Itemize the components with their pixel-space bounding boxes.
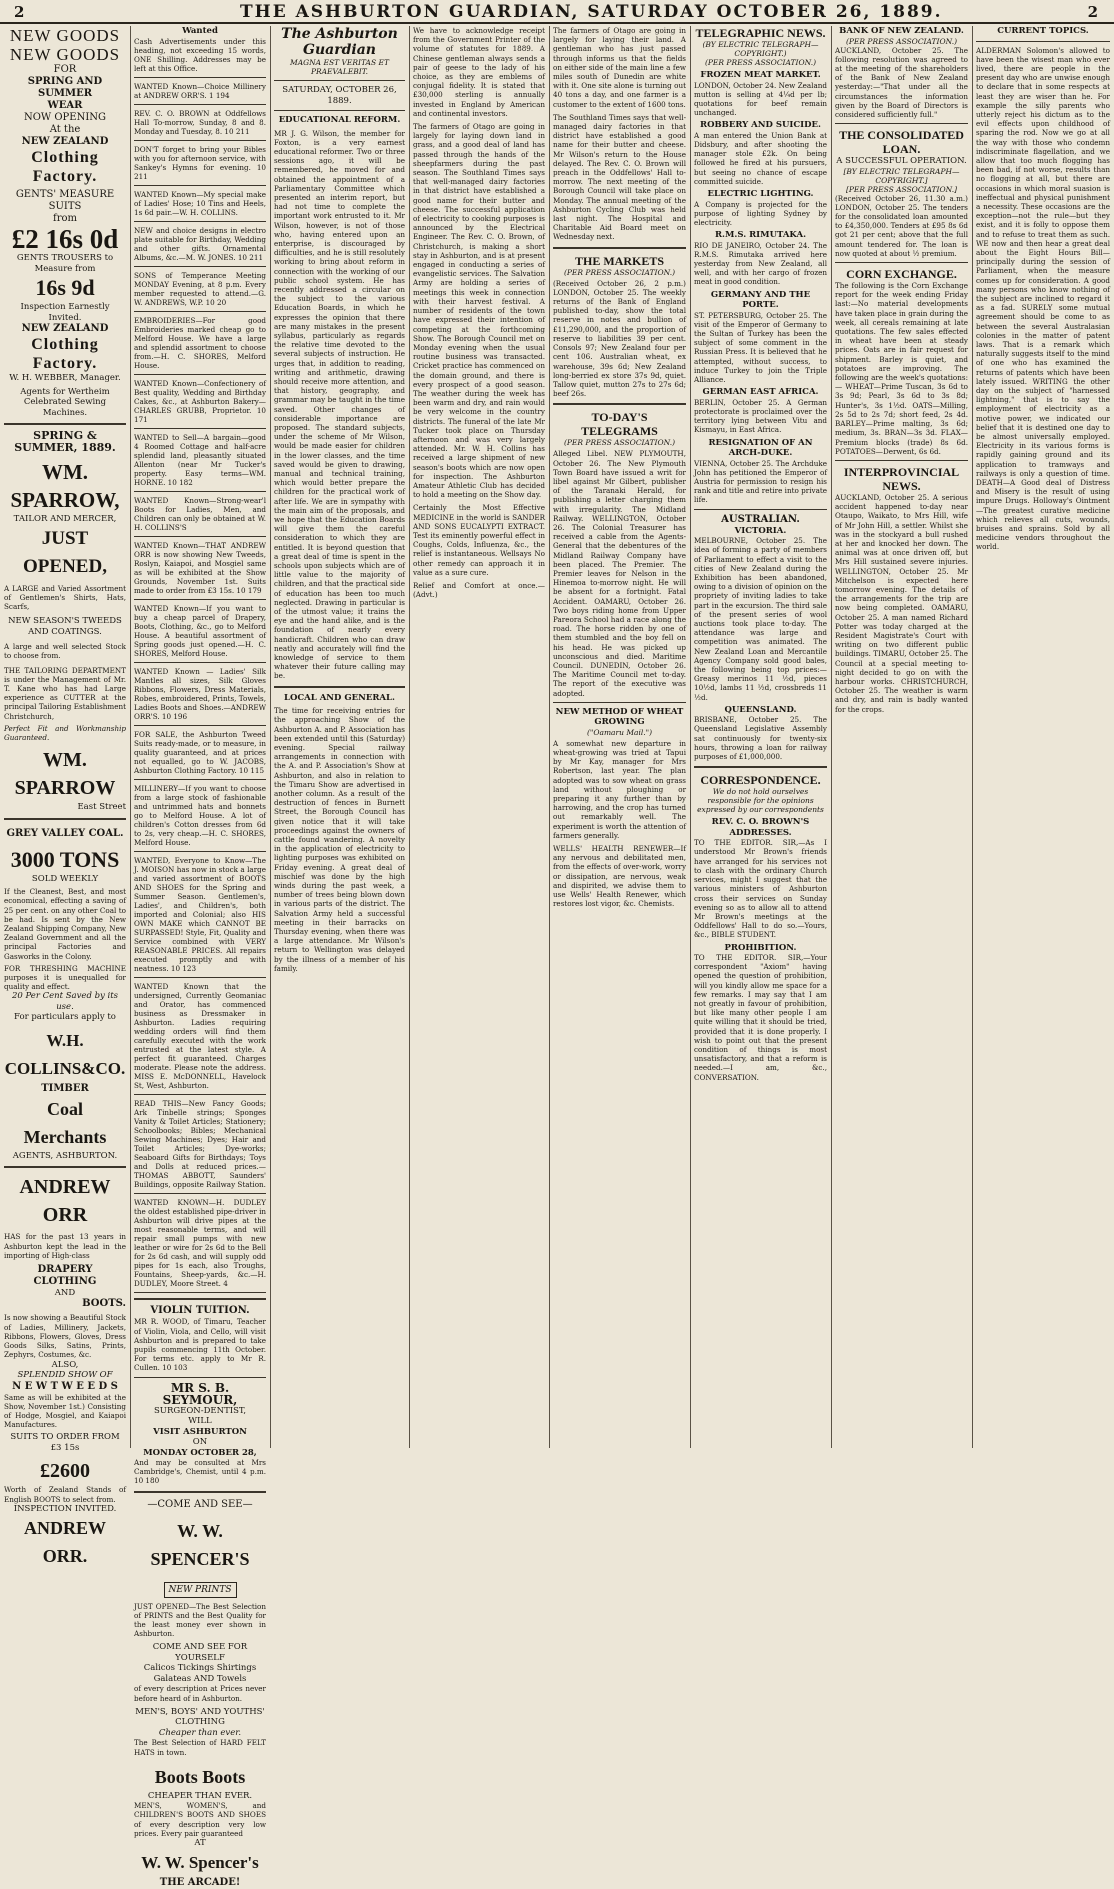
- newspaper-nameplate: The Ashburton Guardian: [281, 26, 398, 58]
- ad-text: The Best Selection of HARD FELT HATS in town.: [134, 1738, 266, 1757]
- article-headline: ROBBERY AND SUICIDE.: [700, 120, 821, 131]
- ad-price: £2 16s 0d: [11, 224, 119, 254]
- divider: [134, 977, 266, 978]
- column-8-current-topics: [976, 26, 1110, 1450]
- divider: [134, 185, 266, 186]
- ad-price: 16s 9d: [35, 275, 95, 300]
- ad-heading: NEW GOODS: [9, 26, 121, 45]
- column-rule: [270, 26, 271, 1448]
- divider: [553, 702, 686, 703]
- column-4-local-news: [413, 26, 545, 1450]
- ad-heading: VIOLIN TUITION.: [150, 1305, 250, 1317]
- divider: [976, 41, 1110, 42]
- article-body: AUCKLAND, October 25. The following resolution was agreed to at the meeting of the shareholders of the Bank of New Zealand yesterday:—"That under all the circumstances the information given by the Board of Directors is considered sufficiently full.": [835, 45, 968, 119]
- article-body: (Received October 26, 11.30 a.m.) LONDON, October 25. The tenders for the consolidated loan amounted to £4,350,000. Tenders at £95 8s 6d got 21 per cent; above that the full amount tendered for. The loan is now quoted at about ½ premium.: [835, 193, 968, 258]
- ad-heading: GREY VALLEY COAL.: [6, 827, 124, 839]
- article-body: Relief and Comfort at once.—(Advt.): [413, 580, 545, 600]
- classified-ad: WANTED Known that the undersigned, Currently Geomaniac and Orator, has commenced business as Dressmaker in Ashburton. Ladies requiring wedding orders will find them carefully executed with the work entrusted at the latest style. A perfect fit guaranteed. Charges moderate. Please note the address. MISS E. McDONNELL, Havelock St, West, Ashburton.: [134, 982, 266, 1091]
- article-body: The following is the Corn Exchange report for the week ending Friday last:—No material developments have taken place in grain during the week, all cereals remaining at late quotations. The few sales effected in wheat have been at steady prices. Oats are in fair request for shipment. Barley is quiet, and potatoes are improving. The following are the week's quotations:— WHEAT—Prime Tuscan, 3s 6d to 3s 9d; Pearl, 3s 6d to 3s 8d; Hunter's, 3s 1½d. OATS—Milling, 2s 5d to 2s 7d; short feed, 2s 4d. BARLEY—Prime malting, 3s 6d; medium, 3s. BRAN—3s 3d. FLAX—Premium blocks (trade) 8s 6d. POTATOES—Derwent, 6s 6d.: [835, 281, 968, 456]
- ad-heading: W. W. Spencer's: [141, 1852, 259, 1872]
- classified-ad: DON'T forget to bring your Bibles with you for afternoon service, with Sankey's Hymns for evening. 10 211: [134, 145, 266, 182]
- article-body: A man entered the Union Bank at Didsbury, and after shooting the manager stole £2k. On being followed he fired at his pursuers, but seeing no chance of escape committed suicide.: [694, 130, 827, 186]
- column-rule: [972, 26, 973, 1448]
- column-5-markets: [553, 26, 686, 1450]
- ad-text: DRAPERY: [37, 1263, 93, 1275]
- section-credit: [BY ELECTRIC TELEGRAPH—COPYRIGHT.]: [843, 166, 960, 185]
- column-rule: [130, 26, 131, 1448]
- divider: [553, 247, 686, 249]
- section-credit: [PER PRESS ASSOCIATION.]: [845, 184, 958, 194]
- divider: [134, 725, 266, 726]
- column-6-telegraphic: [694, 26, 827, 1450]
- ad-text: HAS for the past 13 years in Ashburton kept the lead in the importing of High-class: [4, 1232, 126, 1260]
- divider: [134, 1193, 266, 1194]
- classified-ad: WANTED Known—Confectionery of Best quality, Wedding and Birthday Cakes, &c., at Ashburton Bakery—CHARLES GRUBB, Proprietor. 10 171: [134, 379, 266, 425]
- article-subheadline: A SUCCESSFUL OPERATION.: [836, 156, 967, 167]
- page-number-right: 2: [1087, 3, 1098, 21]
- ad-text: Perfect Fit and Workmanship Guaranteed.: [4, 723, 126, 742]
- column-7-finance: [835, 26, 968, 1450]
- ad-text: At the: [49, 124, 81, 135]
- ad-text: WILL: [188, 1416, 212, 1427]
- section-title: Wanted: [182, 26, 218, 36]
- column-rule: [831, 26, 832, 1448]
- section-credit: (PER PRESS ASSOCIATION.): [845, 36, 958, 46]
- ad-text: SURGEON-DENTIST,: [153, 1405, 247, 1416]
- ad-text: MONDAY OCTOBER 28,: [143, 1447, 257, 1458]
- article-body: A somewhat new departure in wheat-growing was tried at Tapui by Mr Kay, manager for Mrs Robertson, last year. The plan adopted was to sow wheat on grass land without ploughing or preparing it any further than by harrowing, and the crop has turned out remarkably well. The experiment is worth the attention of farmers generally.: [553, 738, 686, 840]
- masthead: [0, 0, 1114, 24]
- column-1-advertisements: [4, 26, 126, 1567]
- ad-text: Same as will be exhibited at the Show, November 1st.) Consisting of Hodge, Mosgiel, and Kaiapoi Manufactures.: [4, 1392, 126, 1430]
- newspaper-title: THE ASHBURTON GUARDIAN, SATURDAY OCTOBER 26, 1889.: [240, 2, 943, 22]
- divider: [274, 686, 405, 688]
- section-headline: THE CONSOLIDATED LOAN.: [839, 128, 964, 157]
- article-source: ("Oamaru Mail."): [586, 727, 653, 737]
- ad-text: MR R. WOOD, of Timaru, Teacher of Violin, Viola, and Cello, will visit Ashburton and is prepared to take pupils commencing 11th October. For terms etc. apply to Mr R. Cullen. 10 103: [134, 1317, 266, 1373]
- classified-ad: FOR SALE, the Ashburton Tweed Suits ready-made, or to measure, in quality guaranteed, and at prices not equalled, go to W. JACOBS, Ashburton Clothing Factory. 10 115: [134, 730, 266, 776]
- divider: [134, 851, 266, 852]
- ad-text: East Street: [77, 802, 126, 813]
- ad-heading: WM. SPARROW,: [10, 460, 120, 512]
- column-2-classifieds: [134, 26, 266, 1888]
- article-headline: BANK OF NEW ZEALAND.: [839, 26, 964, 36]
- article-headline: VICTORIA.: [734, 525, 787, 536]
- ad-heading: Clothing Factory.: [31, 336, 99, 372]
- article-body: TO THE EDITOR. SIR,—As I understood Mr Brown's friends have arranged for his services not to clash with the ordinary Church services, might I suggest that the various ministers of Ashburton cross their services on Sunday evening so as to allow all to attend Mr Brown's meetings at the Oddfellows' Hall to do so.—Yours, &c., BIBLE STUDENT.: [694, 838, 827, 940]
- article-headline: EDUCATIONAL REFORM.: [278, 115, 401, 125]
- article-headline: GERMANY AND THE PORTE.: [710, 289, 811, 311]
- classified-ad: MILLINERY—If you want to choose from a large stock of fashionable and untrimmed hats and bonnets go to Melford House. A lot of children's Cotton dresses from 6d to 2s, very cheap.—H. C. SHORES, Melford House.: [134, 784, 266, 848]
- divider: [4, 818, 126, 820]
- section-credit: (PER PRESS ASSOCIATION.): [704, 58, 817, 67]
- ad-text: NOW OPENING: [23, 112, 107, 123]
- article-headline: LOCAL AND GENERAL.: [284, 692, 395, 703]
- divider: [134, 1491, 266, 1493]
- ad-text: COME AND SEE FOR YOURSELF: [152, 1642, 248, 1663]
- ad-text: W. H. WEBBER, Manager.: [9, 373, 121, 383]
- divider: [134, 374, 266, 375]
- ad-text: SOLD WEEKLY: [31, 873, 99, 884]
- ad-text: JUST OPENED—The Best Selection of PRINTS and the Best Quality for the least money ever shown in Ashburton.: [134, 1601, 266, 1639]
- ad-text: N E W T W E E D S: [12, 1380, 118, 1392]
- ad-heading: SPRING & SUMMER, 1889.: [14, 429, 116, 454]
- ad-text: GENTS' MEASURE SUITS: [15, 189, 115, 212]
- divider: [835, 123, 968, 124]
- ad-text: Worth of Zealand Stands of English BOOTS to select from.: [4, 1485, 126, 1504]
- section-headline: THE MARKETS: [574, 253, 664, 268]
- ad-text: TAILOR AND MERCER,: [13, 514, 117, 524]
- ad-text: THE TAILORING DEPARTMENT is under the Management of Mr. T. Kane who has had Large experience as CUTTER at the principal Tailoring Establishment Christchurch,: [4, 665, 126, 721]
- article-headline: R.M.S. RIMUTAKA.: [714, 230, 807, 241]
- divider: [835, 262, 968, 263]
- ad-text: MEN'S, WOMEN'S, and CHILDREN'S BOOTS AND SHOES of every description very low prices. Every pair guaranteed: [134, 1801, 266, 1838]
- ad-text: Agents for Wertheim Celebrated Sewing Machines.: [20, 386, 110, 418]
- ad-text: Cheaper than ever.: [158, 1727, 242, 1738]
- ad-text: TIMBER: [41, 1082, 89, 1094]
- ad-text: NEW ZEALAND: [21, 323, 109, 334]
- section-headline: CORN EXCHANGE.: [846, 267, 957, 282]
- article-headline: FROZEN MEAT MARKET.: [700, 70, 821, 80]
- ad-text: INSPECTION INVITED.: [13, 1503, 117, 1514]
- classified-ad: NEW and choice designs in electro plate suitable for Birthday, Wedding and other gifts. Ornamental Albums, &c.—M. W. JONES. 10 211: [134, 226, 266, 263]
- ad-text: For particulars apply to: [14, 1012, 116, 1023]
- article-body: ST. PETERSBURG, October 25. The visit of the Emperor of Germany to the Sultan of Turkey has been the subject of some comment in the Russian Press. It is believed that he attempted, without success, to induce Turkey to join the Triple Alliance.: [694, 310, 827, 385]
- divider: [134, 311, 266, 312]
- divider: [553, 403, 686, 405]
- classified-ad: WANTED Known—If you want to buy a cheap parcel of Drapery, Boots, Clothing, &c., go to Melford House. A beautiful assortment of Spring goods just opened.—H. C. SHORES, Melford House.: [134, 604, 266, 659]
- ad-text: MEN'S, BOYS' AND YOUTHS' CLOTHING: [135, 1706, 265, 1728]
- ad-text: 20 Per Cent Saved by its use.: [11, 991, 119, 1012]
- ad-heading: Clothing Factory.: [31, 149, 99, 185]
- section-headline: INTERPROVINCIAL NEWS.: [843, 464, 960, 493]
- article-headline: ELECTRIC LIGHTING.: [707, 189, 814, 200]
- ad-text: ALSO,: [51, 1359, 79, 1370]
- ad-text: CLOTHING: [33, 1275, 97, 1287]
- ad-text: WEAR: [47, 100, 83, 111]
- ad-text: AGENTS, ASHBURTON.: [12, 1150, 118, 1161]
- article-body: BRISBANE, October 25. The Queensland Legislative Assembly sat continuously for twenty-six hours, throwing a loan for railway purposes of £1,000,000.: [694, 715, 827, 762]
- classified-ad: WANTED Known — Ladies' Silk Mantles all sizes, Silk Gloves Ribbons, Flowers, Dress Materials, Robes, embroidered, Prints, Towels, Ladies Boots and Shoes.—ANDREW ORR'S. 10 196: [134, 667, 266, 722]
- ad-heading: MR S. B. SEYMOUR,: [162, 1380, 238, 1407]
- ad-heading: 3000 TONS: [10, 846, 120, 872]
- ad-text: If the Cleanest, Best, and most economical, effecting a saving of 25 per cent. on any other Coal to be had. Is sent by the New Zealand Shipping Company, New Zealand Government and all the principal Factories and Gasworks in the Colony.: [4, 887, 126, 961]
- ad-text: NEW ZEALAND: [21, 136, 109, 147]
- ad-heading: ANDREW ORR.: [23, 1518, 106, 1567]
- section-headline: CORRESPONDENCE.: [700, 773, 821, 788]
- divider: [134, 779, 266, 780]
- ad-heading: Coal Merchants: [23, 1098, 107, 1147]
- ad-text: BOOTS.: [82, 1298, 126, 1310]
- ad-heading: Boots Boots: [154, 1766, 246, 1787]
- ad-heading: JUST OPENED,: [23, 527, 107, 577]
- motto: MAGNA EST VERITAS ET PRAEVALEBIT.: [290, 58, 389, 76]
- divider: [134, 491, 266, 492]
- ad-text: CHEAPER THAN EVER.: [147, 1790, 253, 1801]
- divider: [134, 662, 266, 663]
- article-body: The time for receiving entries for the approaching Show of the Ashburton A. and P. Association has been extended until this (Saturday) evening. Special railway arrangements in connection with the A. and P. Association's Show at Ashburton, and also in relation to the Timaru Show are advertised in another column. As a result of the destruction of fences in Burnett Street, the Borough Council has given notice that it will take proceedings against the owners of cattle found wandering. A novelty in the application of electricity to lighting purposes was exhibited on Friday evening. A great deal of mischief was done by the high winds during the past week, a number of trees being blown down in various parts of the district. The Salvation Army held a successful meeting in their barracks on Thursday evening, when there was a large attendance. Mr Wilson's return to Wellington was delayed by the illness of a member of his family.: [274, 706, 405, 973]
- ad-text: A large and well selected Stock to choose from.: [4, 642, 126, 661]
- article-headline: PROHIBITION.: [724, 942, 797, 953]
- ad-heading: THE ARCADE!: [159, 1876, 241, 1888]
- ad-text: A LARGE and Varied Assortment of Gentlemen's Shirts, Hats, Scarfs,: [4, 583, 126, 611]
- ad-text: SPLENDID SHOW OF: [17, 1370, 113, 1380]
- column-rule: [690, 26, 691, 1448]
- article-headline: REV. C. O. BROWN'S ADDRESSES.: [711, 817, 810, 838]
- article-body: ALDERMAN Solomon's allowed to have been the wisest man who ever lived, there are people in the present day who are unwise enough to declare that in some respects at least they are wiser than he. For example the silly parents who utterly reject his dictum as to the evil effects upon childhood of sparing the rod. Now we go at all the way with those who condemn indiscriminate flagellation, and we allow that too much flogging has been bad, if not worse, results than no flogging at all, but there are occasions in which moral suasion is ineffectual and physical punishment a necessity. These occasions are the exception—not the rule—but they exist, and it is folly to oppose them and to refuse to treat them as such. WE now and then hear a great deal about the Eight Hours Bill—principally during the session of Parliament, when the measure comes up for consideration. A good many persons who know nothing of the subject are inclined to regard it as a fad. SURELY some mutual agreement should be come to as between the several Australasian colonies in the matter of patent laws. That is a remark which naturally suggests itself to the mind of one who has examined the returns of patents which have been lately issued. WRITING the other day on the subject of "harnessed lightning," that is to say the employment of electricity as a motive power, we indicated our belief that it is destined one day to be almost universally employed. Electricity in its various forms is rapidly gaining ground and its application to tramways and railways is only a question of time. DEATH—A Good deal of Distress and Misery is the result of using impure Drugs. Holloway's Ointment—The greatest curative medicine which relieves all cuts, wounds, bruises and sprains. Sold by all medicine vendors throughout the world.: [976, 45, 1110, 552]
- divider: [134, 221, 266, 222]
- column-rule: [409, 26, 410, 1448]
- divider: [134, 77, 266, 78]
- classified-ad: WANTED Known—Strong-wear'l Boots for Ladies, Men, and Children can only be obtained at W. H. COLLINS'S: [134, 496, 266, 533]
- divider: [134, 1377, 266, 1378]
- column-3-editorial: [274, 26, 405, 1450]
- ad-text: AND: [54, 1287, 76, 1298]
- ad-text: Is now showing a Beautiful Stock of Ladies, Millinery, Jackets, Ribbons, Flowers, Gloves, Dress Goods Silks, Satins, Prints, Zephyrs, Costumes, &c.: [4, 1313, 126, 1360]
- divider: [134, 266, 266, 267]
- ad-text: FOR: [53, 64, 77, 75]
- divider: [134, 536, 266, 537]
- classified-ad: SONS of Temperance Meeting MONDAY Evening, at 8 p.m. Every member requested to attend.—G. W. ANDREWS, W.P. 10 20: [134, 271, 266, 308]
- ad-text: AT: [194, 1838, 206, 1849]
- ad-heading: W. W. SPENCER'S: [150, 1520, 250, 1569]
- classified-ad: WANTED KNOWN—H. DUDLEY the oldest established pipe-driver in Ashburton will drive pipes at the most reasonable terms, and will repair small pumps with new leather or wire for 2s 6d to the Bell for 2s 6d cash, and will supply odd pipes for 1s each, also Troughs, Fountains, Sheep-yards, &c.—H. DUDLEY, Moore Street. 4: [134, 1198, 266, 1289]
- article-body: MELBOURNE, October 25. The idea of forming a party of members of Parliament to effect a visit to the cities of New Zealand during the Exhibition has been abandoned, owing to a division of opinion on the propriety of inviting ladies to take part in the excursion. The third sale of the present series of wool auctions took place to-day. The attendance was large and competition was animated. The New Zealand Loan and Mercantile Agency Company sold good bales, the following being top prices:—Greasy merinos 11 ½d, pieces 10½d, lambs 11 ½d, crossbreds 11 ½d.: [694, 536, 827, 702]
- ad-text: Calicos Tickings Shirtings Galateas AND Towels: [143, 1663, 257, 1684]
- advertisement: WELLS' HEALTH RENEWER—If any nervous and debilitated men, from the effects of over-work, worry or dissipation, are nervous, weak and dispirited, we advise them to use Wells' Health Renewer, which restores lost vigor, &c. Chemists.: [553, 844, 686, 909]
- ad-text: of every description at Prices never before heard of in Ashburton.: [134, 1684, 266, 1703]
- classified-ad: WANTED Known—THAT ANDREW ORR is now showing New Tweeds, Roslyn, Kaiapoi, and Mosgiel same as will be exhibited at the Show Grounds, November 1st. Suits made to order from £3 15s. 10 179: [134, 541, 266, 596]
- article-body: VIENNA, October 25. The Archduke John has petitioned the Emperor of Austria for permission to resign his rank and title and retire into private life.: [694, 458, 827, 505]
- divider: [274, 110, 405, 111]
- ad-price: £2600: [40, 1460, 90, 1483]
- ad-text: SPRING AND SUMMER: [27, 76, 103, 99]
- classified-ad: WANTED to Sell—A bargain—good 4 Roomed Cottage and half-acre splendid land, pleasantly situated Allenton (near Mr Tucker's property. Easy terms—WM. HORNE. 10 182: [134, 433, 266, 488]
- ad-heading: NEW GOODS: [9, 45, 121, 64]
- section-headline: AUSTRALIAN.: [721, 513, 800, 525]
- section-headline: TELEGRAPHIC NEWS.: [695, 26, 826, 40]
- article-headline: QUEENSLAND.: [724, 704, 797, 715]
- classified-ad: WANTED, Everyone to Know—The J. MOISON has now in stock a large and varied assortment of BOOTS AND SHOES for the Spring and Summer Season. Gentlemen's, Ladies', and Children's, both imported and Colonial; also HIS OWN MAKE which CANNOT BE SURPASSED! Style, Fit, Quality and Service combined with VERY REASONABLE PRICES. All repairs executed promptly and with neatness. 10 123: [134, 856, 266, 974]
- divider: [274, 80, 405, 81]
- ad-heading: ANDREW ORR: [19, 1176, 111, 1227]
- ad-text: NEW SEASON'S TWEEDS AND COATINGS.: [8, 616, 122, 637]
- divider: [134, 1094, 266, 1095]
- ad-text: from: [53, 213, 77, 224]
- article-body: A Company is projected for the purpose of lighting Sydney by electricity.: [694, 199, 827, 227]
- page-number-left: 2: [14, 3, 25, 21]
- article-body: LONDON, October 24. New Zealand mutton is selling at 4¼d per lb; quotations for beef remain unchanged.: [694, 80, 827, 118]
- article-headline: GERMAN EAST AFRICA.: [702, 387, 819, 398]
- ad-text: ON: [192, 1437, 208, 1448]
- classified-ad: WANTED Known—Choice Millinery at ANDREW ORR'S. 1 194: [134, 82, 266, 101]
- classified-ad: READ THIS—New Fancy Goods; Ark Tinbelle strings; Sponges Vanity & Toilet Articles; Stationery; Schoolbooks; Bibles; Mechanical Sewing Machines; Dyes; Hair and Toilet Articles; Dye-works; Seaboard Gifts for Birthdays; Toys and Dolls at reduced prices.—THOMAS ABBOTT, Saunders' Buildings, opposite Railway Station.: [134, 1099, 266, 1190]
- classified-list: [134, 82, 266, 1293]
- article-body: AUCKLAND, October 25. A serious accident happened to-day near Otaupo, Waikato, to Mrs Hill, wife of Mr John Hill, a settler. Whilst she was in the stockyard a bull rushed at her and knocked her down. The animal was at once driven off, but Mrs Hill sustained severe injuries. WELLINGTON, October 25. Mr Mitchelson is expected here tomorrow evening. The details of the arrangements for the trip are now being completed. OAMARU, October 25. A man named Richard Potter was today charged at the Resident Magistrate's Court with writing on two different public buildings. TIMARU, October 25. The Council at a special meeting to-night decided to go on with the harbour works. CHRISTCHURCH, October 25. The weather is warm and dry, and rain is badly wanted for the crops.: [835, 492, 968, 714]
- article-body: (Received October 26, 2 p.m.) LONDON, October 25. The weekly returns of the Bank of England published to-day, show the total reserve in notes and bullion of £11,290,000, and the proportion of reserve to liabilities 39 per cent. Consols 97; New Zealand four per cent 106. Australian wheat, ex warehouse, 39s 6d; New Zealand long-berried ex store 37s 9d, quiet. Tallow quiet, mutton 27s to 27s 6d; beef 26s.: [553, 278, 686, 399]
- section-credit: (BY ELECTRIC TELEGRAPH—COPYRIGHT.): [702, 40, 819, 58]
- ad-text: GENTS TROUSERS to Measure from: [16, 253, 114, 274]
- ad-text: SUITS TO ORDER FROM £3 15s: [10, 1432, 120, 1453]
- article-body: Alleged Libel. NEW PLYMOUTH, October 26. The New Plymouth Town Board have issued a writ for libel against Mr Gilbert, publisher of the Taranaki Herald, for publishing a letter charging them with irregularity. The Midland Railway. WELLINGTON, October 26. The Colonial Treasurer has received a cable from the Agents-General that the debentures of the Midland Railway Company have been placed. The Premier. The Premier leaves for Nelson in the Hinemoa to-morrow night. He will be absent for a fortnight. Fatal Accident. OAMARU, October 26. Two boys riding home from Upper Pareora School had a race along the road. The horse ridden by one of them stumbled and the boy fell on his head. He was picked up unconscious and died. Maritime Council. DUNEDIN, October 26. The Maritime Council met to-day. The report of the executive was adopted.: [553, 449, 686, 698]
- divider: [4, 423, 126, 425]
- ad-boxed-label: NEW PRINTS: [164, 1582, 237, 1598]
- divider: [694, 509, 827, 510]
- ad-text: FOR THRESHING MACHINE purposes it is unequalled for quality and effect.: [4, 963, 126, 992]
- ad-heading: W.H. COLLINS&CO.: [4, 1030, 126, 1078]
- article-body: BERLIN, October 25. A German protectorate is proclaimed over the territory lying between Vitu and Kismayu, in East Africa.: [694, 397, 827, 435]
- divider: [134, 104, 266, 105]
- ad-text: And may be consulted at Mrs Cambridge's, Chemist, until 4 p.m. 10 180: [134, 1458, 266, 1486]
- ad-heading: —COME AND SEE—: [147, 1498, 253, 1510]
- classified-intro: Cash Advertisements under this heading, not exceeding 15 words, ONE Shilling. Addresses may be left at this Office.: [134, 36, 266, 74]
- divider: [134, 1292, 266, 1293]
- article-body: RIO DE JANEIRO, October 24. The R.M.S. Rimutaka arrived here yesterday from New Zealand, all well, and with her cargo of frozen meat in good condition.: [694, 240, 827, 287]
- divider: [134, 1298, 266, 1300]
- classified-ad: EMBROIDERIES—For good Embroideries marked cheap go to Melford House. We have a large and splendid assortment to choose from.—H. C. SHORES, Melford House.: [134, 316, 266, 371]
- article-body: The Southland Times says that well-managed dairy factories in that district have established a good name for their butter and cheese. Mr Wilson's return to the House delayed. The Rev. C. O. Brown will preach in the Oddfellows' Hall to-morrow. The next meeting of the Borough Council will take place on Monday. The annual meeting of the Ashburton Cycling Club was held last night. The Hospital and Charitable Aid Board meet on Wednesday next.: [553, 112, 686, 242]
- article-headline: RESIGNATION OF AN ARCH-DUKE.: [708, 437, 813, 459]
- divider: [134, 428, 266, 429]
- divider: [134, 140, 266, 141]
- classified-ad: REV. C. O. BROWN at Oddfellows Hall To-morrow, Sunday, 8 and 8. Monday and Tuesday, 8. 10 211: [134, 109, 266, 137]
- article-body: Certainly the Most Effective MEDICINE in the world is SANDER AND SONS EUCALYPTI EXTRACT. Test its eminently powerful effect in Coughs, Colds, Influenza, &c., the relief is instantaneous. Wellsays No other remedy can approach it in value as a sure cure.: [413, 503, 545, 577]
- section-note: We do not hold ourselves responsible for the opinions expressed by our correspondents: [697, 787, 824, 815]
- section-headline: TO-DAY'S TELEGRAMS: [581, 410, 658, 439]
- ad-heading: WM. SPARROW: [14, 749, 116, 800]
- article-headline: NEW METHOD OF WHEAT GROWING: [555, 706, 684, 728]
- divider: [835, 460, 968, 461]
- section-credit: (PER PRESS ASSOCIATION.): [563, 267, 676, 277]
- date-line: SATURDAY, OCTOBER 26, 1889.: [282, 85, 397, 106]
- article-body: TO THE EDITOR. SIR,—Your correspondent "Axiom" having opened the question of prohibition, will you kindly allow me space for a few remarks. I may say that I am not greatly in favour of prohibition, but like many other people I am quite willing that it should be tried, provided that it is done properly. I wish to point out that the present condition of things is most unsatisfactory, and that a reform is needed.—I am, &c., CONVERSATION.: [694, 953, 827, 1082]
- article-body: The farmers of Otago are going in largely for laying down land in grass, and a good deal of land has passed through the hands of the sheepfarmers during the past season. The Southland Times says that well-managed dairy factories in that district have established a good name for their butter and cheese. The successful application of electricity to cooking purposes is announced by the Electrical Engineer. The Rev. C. O. Brown, of Christchurch, is making a short stay in Ashburton, and is at present engaged in conducting a series of evangelistic services. The Salvation Army are holding a series of meetings this week in connection with their harvest festival. A number of residents of the town have expressed their intention of competing at the forthcoming Show. The Borough Council met on Monday evening when the usual routine business was transacted. Cricket practice has commenced on the domain ground, and there is every prospect of a good season. The weather during the week has been warm and dry, and rain would be very welcome in the country districts. The funeral of the late Mr Tucker took place on Thursday afternoon and was very largely attended. Mr. W. H. Collins has received a large shipment of new season's boots which are now open for inspection. The Ashburton Amateur Athletic Club has decided to hold a meeting on the Show day.: [413, 122, 545, 500]
- article-body: We have to acknowledge receipt from the Government Printer of the volume of statutes for 1889. A Chinese gentleman always sends a pair of geese to the lady of his choice, as they are emblems of conjugal fidelity. It is stated that £30,000 sterling is annually invested in England by American and continental investors.: [413, 26, 545, 118]
- divider: [4, 1166, 126, 1168]
- article-body: The farmers of Otago are going in largely for laying their land. A gentleman who has just passed through informs us that the fields on either side of the main line a few miles south of Dunedin are white with it. One site alone is turning out 40 tons a day, and one farmer is a customer to the extent of 1600 tons.: [553, 26, 686, 109]
- ad-text: VISIT ASHBURTON: [153, 1426, 247, 1437]
- section-credit: (PER PRESS ASSOCIATION.): [563, 438, 676, 448]
- classified-ad: WANTED Known—My special make of Ladies' Hose; 10 Tins and Heels, 1s 6d pair.—W. H. COLLINS.: [134, 190, 266, 218]
- ad-text: Inspection Earnestly Invited.: [20, 302, 110, 323]
- section-headline: CURRENT TOPICS.: [997, 26, 1089, 36]
- column-rule: [549, 26, 550, 1448]
- divider: [134, 599, 266, 600]
- article-body: MR J. G. Wilson, the member for Foxton, is a very earnest educational reformer. Two or three sessions ago, it will be remembered, he moved for and obtained the appointment of a Parliamentary Committee which presented an interim report, but had not time to complete the important work entrusted to it. Mr Wilson, however, is not of those who, having entered upon an enterprise, is discouraged by difficulties, and he is still resolutely working to bring about reform in connection with the working of our public school system. He has recently addressed a circular on the subject to the various Education Boards, in which he expresses the opinion that there are many mistakes in the present syllabus, particularly as regards the relative time devoted to the several subjects of instruction. He urges that, in addition to reading, writing and arithmetic, drawing should receive more attention, and that history, geography, and grammar may be taught in the time saved. Other changes of considerable importance are proposed. The standard subjects, under the scheme of Mr Wilson, would be made easier for children in the lower classes, and the time saved would be given to drawing, manual and technical training, which would better prepare the children for the practical work of after life. We are in sympathy with the main aim of the proposals, and we hope that the Education Boards will give them the careful consideration to which they are entitled. It is beyond question that a great deal of time is spent in the schools upon subjects which are of little value to the majority of children, and that the practical side of education has been too much neglected. Drawing in particular is of the utmost value; it trains the eye and the hand alike, and is the foundation of nearly every handicraft. Children who can draw neatly and accurately will find the knowledge of service to them whatever their future calling may be.: [274, 128, 405, 681]
- divider: [694, 766, 827, 768]
